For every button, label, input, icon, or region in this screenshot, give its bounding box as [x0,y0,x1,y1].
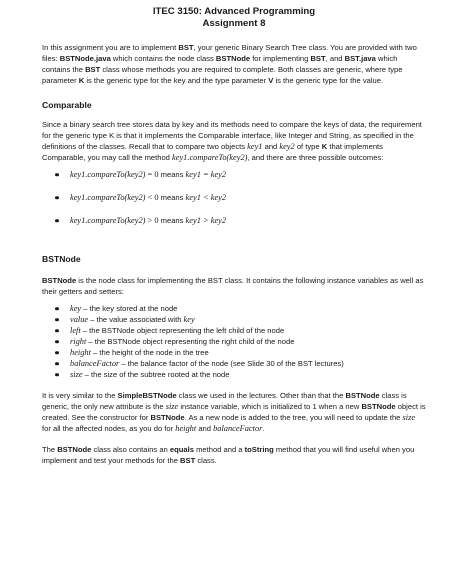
list-item: key1.compareTo(key2) < 0 means key1 < key2 [42,192,426,203]
list-item: size – the size of the subtree rooted at the node [42,369,426,380]
list-item: key – the key stored at the node [42,303,426,314]
intro-paragraph: In this assignment you are to implement BST, your generic Binary Search Tree class. You are provided with two files: BSTNode.java which contains the node class BSTNode for implementing BST, and BST.java which contains the BST class whose methods you are required to complete. Both classes are generic, where type parameter K is the generic type for the key and the type parameter V is the generic type for the value. [42,43,417,85]
assignment-title: Assignment 8 [202,18,266,29]
simple-bstnode-paragraph: It is very similar to the SimpleBSTNode class we used in the lectures. Other than that the BSTNode class is generic, the only new attribute is the size instance variable, which is initialized to 1 when a new BSTNode object is created. See the constructor for BSTNode. As a new node is added to the tree, you will need to update the size for all the affected nodes, as you do for height and balanceFactor. [42,391,426,433]
list-item: left – the BSTNode object representing the left child of the node [42,325,426,336]
list-item: key1.compareTo(key2) > 0 means key1 > key2 [42,215,426,226]
closing-paragraph: The BSTNode class also contains an equals method and a toString method that you will find useful when you implement and test your methods for the BST class. [42,445,415,465]
list-item: height – the height of the node in the tree [42,347,426,358]
bstnode-paragraph: BSTNode is the node class for implementing the BST class. It contains the following instance variables as well as their getters and setters: [42,276,424,296]
list-item: key1.compareTo(key2) = 0 means key1 = key2 [42,169,426,180]
comparable-paragraph: Since a binary search tree stores data by key and its methods need to compare the keys of data, the requirement for the generic type K is that it implements the Comparable interface, like Integer and String, as specified in the definitions of the classes. Recall that to compare two objects key1 and key2 of type K that implements Comparable, you may call the method key1.compareTo(key2), and there are three possible outcomes: [42,120,422,162]
comparable-heading: Comparable [42,100,92,110]
attributes-list [42,303,426,380]
bstnode-heading: BSTNode [42,254,81,264]
outcomes-list [42,169,426,226]
list-item: balanceFactor – the balance factor of the node (see Slide 30 of the BST lectures) [42,358,426,369]
list-item: right – the BSTNode object representing the right child of the node [42,336,426,347]
list-item: value – the value associated with key [42,314,426,325]
course-title: ITEC 3150: Advanced Programming [152,6,316,17]
